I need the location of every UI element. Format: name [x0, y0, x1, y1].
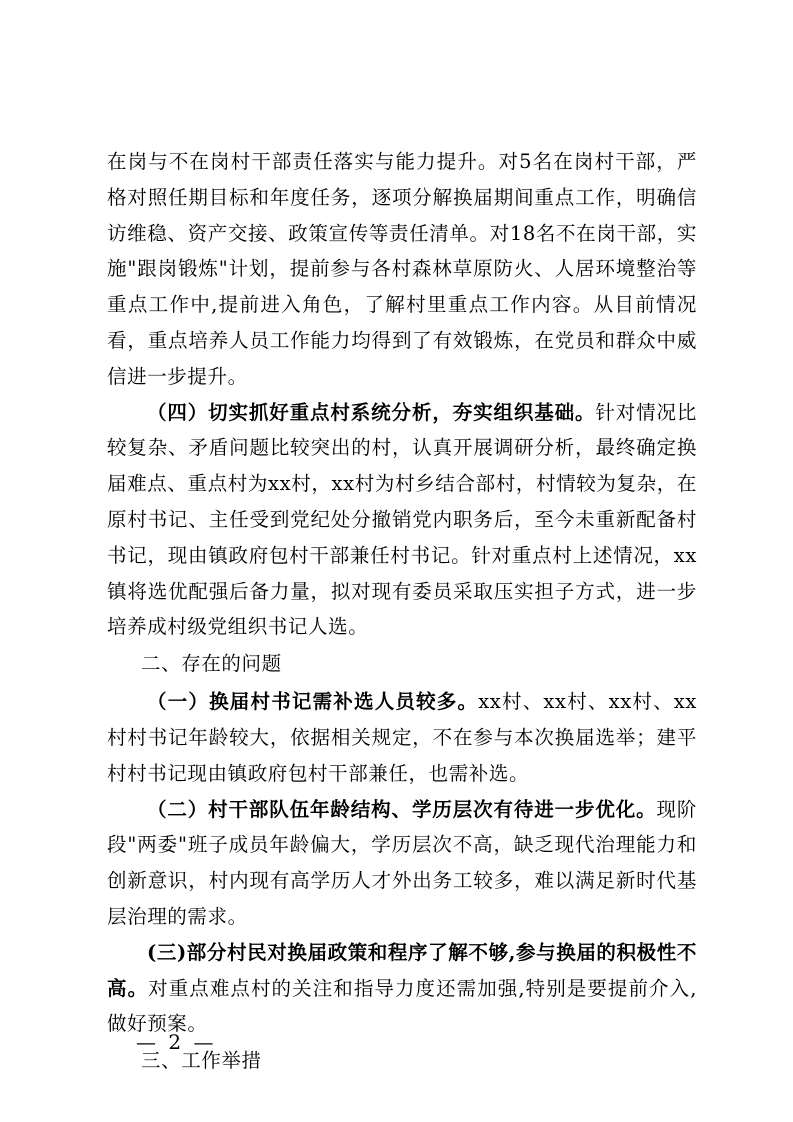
paragraph-issue-3	[107, 935, 697, 1042]
paragraph-issue-2	[107, 792, 697, 935]
issue-2-body: 现阶段"两委"班子成员年龄偏大，学历层次不高，缺乏现代治理能力和创新意识，村内现有高学历人才外出务工较多，难以满足新时代基层治理的需求。	[107, 797, 697, 928]
issue-1-lead: （一）换届村书记需补选人员较多。	[147, 690, 479, 714]
paragraph-issue-1	[107, 684, 697, 791]
paragraph-key-village-analysis	[107, 395, 697, 646]
paragraph-continuation: 在岗与不在岗村干部责任落实与能力提升。对5名在岗村干部，严格对照任期目标和年度任务，逐项分解换届期间重点工作，明确信访维稳、资产交接、政策宣传等责任清单。对18名不在岗干部，实施"跟岗锻炼"计划，提前参与各村森林草原防火、人居环境整治等重点工作中,提前进入角色，了解村里重点工作内容。从目前情况看，重点培养人员工作能力均得到了有效锻炼，在党员和群众中威信进一步提升。	[107, 150, 697, 388]
section-heading-existing-problems: 二、存在的问题	[141, 652, 282, 676]
page-number: — 2 —	[136, 1030, 217, 1054]
paragraph-body-4: 针对情况比较复杂、矛盾问题比较突出的村，认真开展调研分析，最终确定换届难点、重点村为xx村，xx村为村乡结合部村，村情较为复杂，在原村书记、主任受到党纪处分撤销党内职务后，至今未重新配备村书记，现由镇政府包村干部兼任村书记。针对重点村上述情况，xx镇将选优配强后备力量，拟对现有委员采取压实担子方式，进一步培养成村级党组织书记人选。	[107, 400, 697, 639]
issue-2-lead: （二）村干部队伍年龄结构、学历层次有待进一步优化。	[147, 797, 657, 821]
section-heading-work-measures: 三、工作举措	[141, 1049, 262, 1073]
issue-3-body: 对重点难点村的关注和指导力度还需加强,特别是要提前介入,做好预案。	[107, 976, 697, 1036]
paragraph-lead-4: （四）切实抓好重点村系统分析，夯实组织基础。	[147, 400, 596, 424]
issue-1-body: xx村、xx村、xx村、xx村村书记年龄较大，依据相关规定，不在参与本次换届选举；建平村村书记现由镇政府包村干部兼任，也需补选。	[107, 690, 697, 785]
document-body	[107, 144, 697, 1081]
issue-3-lead: (三)部分村民对换届政策和程序了解不够,参与换届的积极性不高。	[107, 940, 697, 1000]
